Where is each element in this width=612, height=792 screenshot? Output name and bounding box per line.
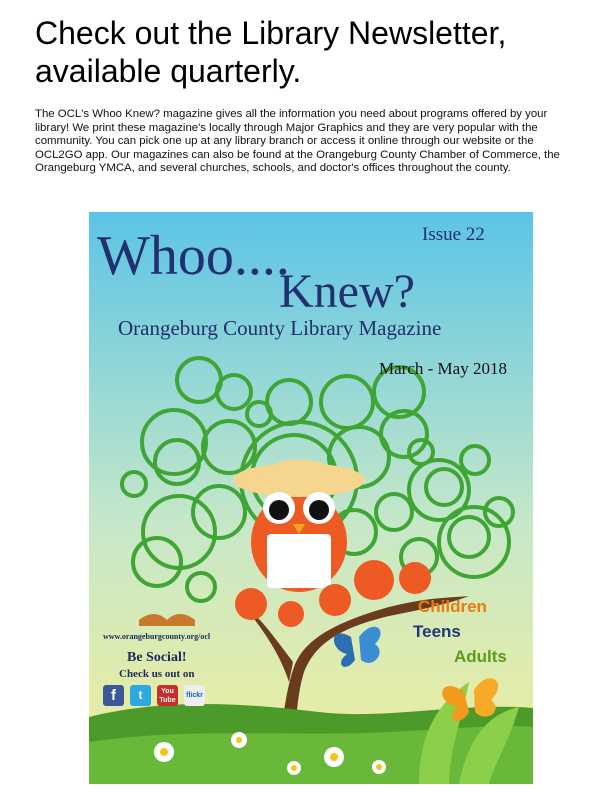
- audience-children: Children: [418, 597, 487, 616]
- cover-title-knew: Knew?: [279, 265, 415, 318]
- website-url[interactable]: www.orangeburgcounty.org/ocl: [103, 632, 211, 641]
- issue-dates: March - May 2018: [379, 359, 507, 378]
- magazine-cover[interactable]: [89, 212, 533, 784]
- issue-number: Issue 22: [422, 224, 485, 245]
- headline-line-2: available quarterly.: [35, 53, 302, 89]
- social-heading: Be Social!: [127, 650, 187, 665]
- headline-line-1: Check out the Library Newsletter,: [35, 15, 507, 51]
- intro-paragraph: The OCL's Whoo Knew? magazine gives all the information you need about programs offered by your library! We print these magazine's locally through Major Graphics and they are very popular with the community. You can pick one up at any library branch or access it online through our website or the OCL2GO app. Our magazines can also be found at the Orangeburg County Chamber of Commerce, the Orangeburg YMCA, and several churches, schools, and doctor's offices throughout the county.: [35, 108, 560, 175]
- cover-title-whoo: Whoo....: [97, 225, 290, 287]
- headline: [35, 14, 595, 90]
- social-subheading: Check us out on: [119, 668, 195, 680]
- cover-subtitle: Orangeburg County Library Magazine: [118, 316, 442, 340]
- flickr-icon[interactable]: flickr: [184, 685, 205, 706]
- audience-adults: Adults: [454, 647, 507, 666]
- twitter-icon[interactable]: t: [130, 685, 151, 706]
- audience-teens: Teens: [413, 622, 461, 641]
- facebook-icon[interactable]: f: [103, 685, 124, 706]
- youtube-icon[interactable]: You Tube: [157, 685, 178, 706]
